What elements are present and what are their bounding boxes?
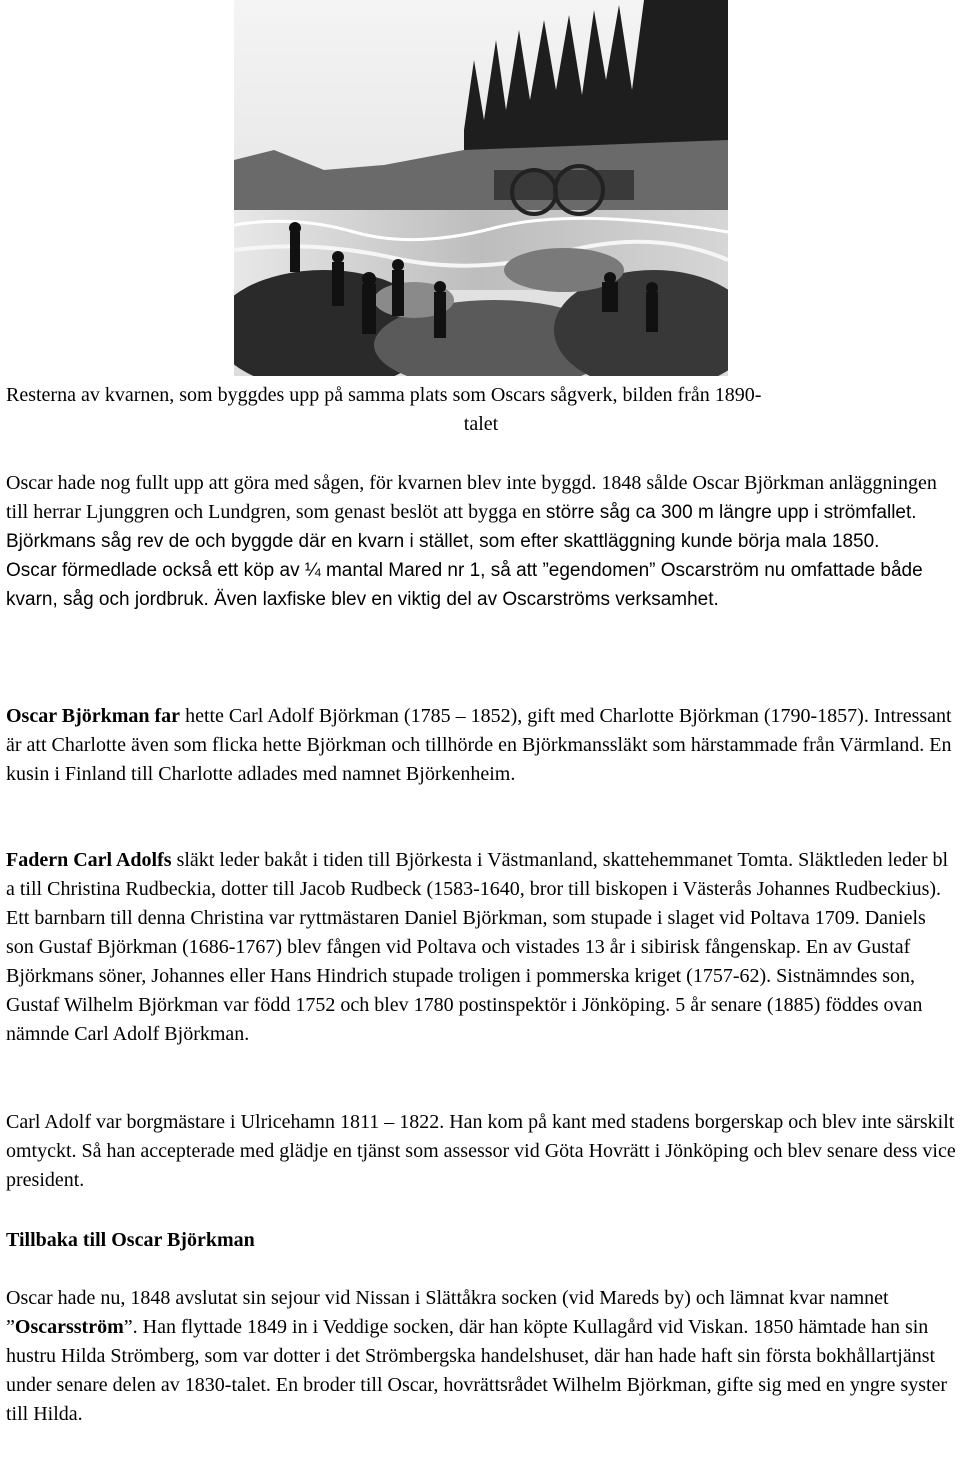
paragraph-oscarsstrom-part-1: Oscar hade nu, 1848 avslutat sin sejour vid Nissan i Slättåkra socken (vid Mareds by) och lämnat kvar namnet ” — [6, 1287, 889, 1338]
paragraph-oscarsstrom-bold-name: Oscarsström — [14, 1316, 124, 1338]
paragraph-oscarsstrom-part-2: ”. Han flyttade 1849 in i Veddige socken, där han köpte Kullagård vid Viskan. 1850 hämtade han sin hustru Hilda Strömberg, som var dotter i det Strömbergska handelshuset, där han hade haft sin första bokhållartjänst under senare delen av 1830-talet. En broder till Oscar, hovrättsrådet Wilhelm Björkman, gifte sig med en yngre syster till Hilda. — [6, 1316, 948, 1425]
paragraph-genealogy-body: släkt leder bakåt i tiden till Björkesta i Västmanland, skattehemmanet Tomta. Släktleden leder bl a till Christina Rudbeckia, dotter till Jacob Rudbeck (1583-1640, bror till biskopen i Västerås Johannes Rudbeckius). Ett barnbarn till denna Christina var ryttmästaren Daniel Björkman, som stupade i slaget vid Poltava 1709. Daniels son Gustaf Björkman (1686-1767) blev fången vid Poltava och vistades 13 år i sibirisk fångenskap. En av Gustaf Björkmans söner, Johannes eller Hans Hindrich stupade troligen i pommerska kriget (1757-62). Sistnämndes son, Gustaf Wilhelm Björkman var född 1752 och blev 1780 postinspektör i Jönköping. 5 år senare (1885) föddes ovan nämnde Carl Adolf Björkman. — [6, 849, 949, 1045]
paragraph-oscarsstrom — [6, 1284, 956, 1429]
photo-caption-line-2: talet — [463, 413, 499, 435]
paragraph-genealogy — [6, 846, 956, 1049]
paragraph-genealogy-bold-lead: Fadern Carl Adolfs — [6, 849, 172, 871]
section-heading: Tillbaka till Oscar Björkman — [6, 1229, 255, 1251]
historical-photo — [234, 0, 728, 376]
paragraph-sawmill-sans-part-2: Oscar förmedlade också ett köp av ¼ mantal Mared nr 1, så att ”egendomen” Oscarström nu omfattade både kvarn, såg och jordbruk. Även laxfiske blev en viktig del av Oscarströms verksamhet. — [6, 560, 923, 610]
paragraph-sawmill — [6, 469, 956, 614]
historical-photo-mill-ruins-icon — [234, 0, 728, 376]
paragraph-father-body: hette Carl Adolf Björkman (1785 – 1852), gift med Charlotte Björkman (1790-1857). Intressant är att Charlotte även som flicka hette Björkman och tillhörde en Björkmanssläkt som härstammade från Värmland. En kusin i Finland till Charlotte adlades med namnet Björkenheim. — [6, 705, 952, 785]
paragraph-sawmill-sans-part-1: större såg ca 300 m längre upp i strömfallet. Björkmans såg rev de och byggde där en kvarn i stället, som efter skattläggning kunde börja mala 1850. — [6, 502, 917, 552]
paragraph-father-bold-lead: Oscar Björkman far — [6, 705, 181, 727]
paragraph-mayor: Carl Adolf var borgmästare i Ulricehamn 1811 – 1822. Han kom på kant med stadens borgerskap och blev inte särskilt omtyckt. Så han accepterade med glädje en tjänst som assessor vid Göta Hovrätt i Jönköping och blev senare dess vice president. — [6, 1111, 956, 1191]
photo-caption-line-1: Resterna av kvarnen, som byggdes upp på samma plats som Oscars sågverk, bilden från 1890- — [6, 384, 762, 406]
paragraph-father — [6, 702, 956, 789]
paragraph-sawmill-serif-part: Oscar hade nog fullt upp att göra med sågen, för kvarnen blev inte byggd. 1848 sålde Oscar Björkman anläggningen till herrar Ljunggren och Lundgren, som genast beslöt att bygga en — [6, 472, 937, 523]
